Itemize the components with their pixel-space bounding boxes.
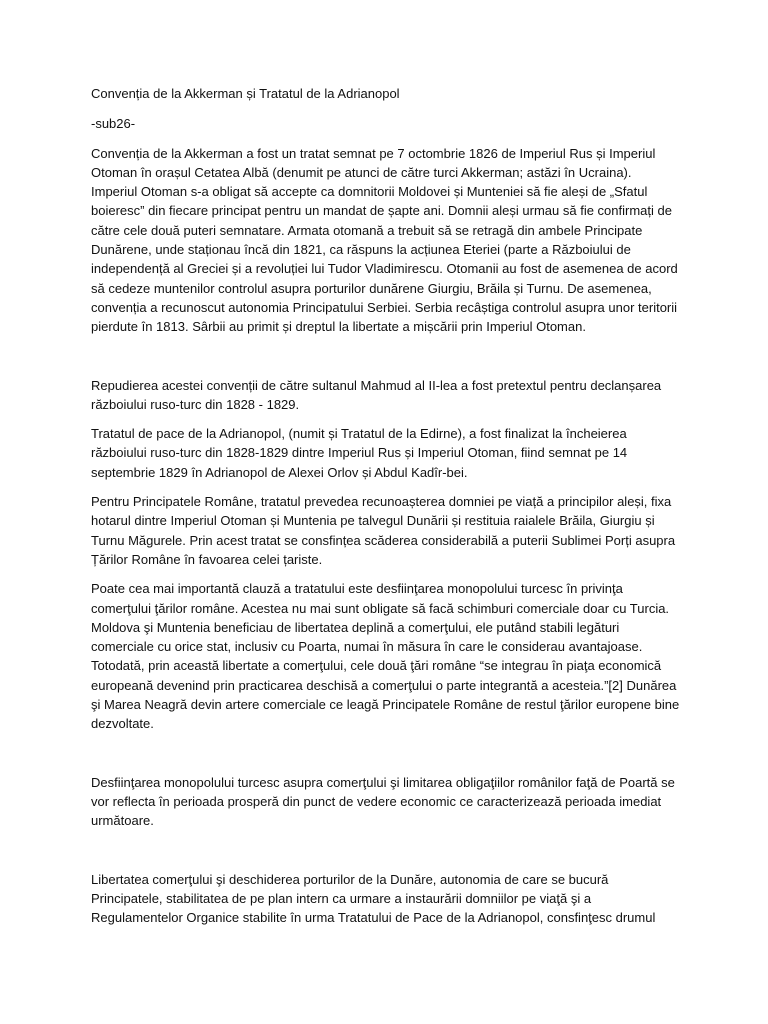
paragraph-adrianopol: Tratatul de pace de la Adrianopol, (numit și Tratatul de la Edirne), a fost finalizat la încheierea războiului ruso-turc din 1828-1829 dintre Imperiul Rus și Imperiul Otoman, fiind semnat pe 14 septembrie 1829 în Adrianopol de Alexei Orlov și Abdul Kadîr-bei. <box>91 426 628 480</box>
paragraph-economic-period: Desfiinţarea monopolului turcesc asupra comerţului şi limitarea obligaţiilor românilor faţă de Poartă se vor reflecta în perioada prosperă din punct de vedere economic ce caracterizează perioada imediat următoare. <box>91 774 675 829</box>
paragraph-principalities: Pentru Principatele Române, tratatul prevedea recunoașterea domniei pe viață a principilor aleși, fixa hotarul dintre Imperiul Otoman și Muntenia pe talvegul Dunării și restituia raialele Brăila, Giurgiu și Turnu Măgurele. Prin acest tratat se consfințea scăderea considerabilă a puterii Sublimei Porți asupra Țărilor Române în favoarea celei țariste. <box>91 494 676 567</box>
paragraph-trade-freedom: Libertatea comerţului şi deschiderea porturilor de la Dunăre, autonomia de care se bucură Principatele, stabilitatea de pe plan intern ca urmare a instaurării domniilor pe viaţă şi a Regulamentelor Organice stabilite în urma Tratatului de Pace de la Adrianopol, consfinţesc drumul <box>91 871 656 926</box>
paragraph-akkerman: Convenția de la Akkerman a fost un tratat semnat pe 7 octombrie 1826 de Imperiul Rus și Imperiul Otoman în orașul Cetatea Albă (denumit pe atunci de către turci Akkerman; astăzi în Ucraina). Imperiul Otoman s-a obligat să accepte ca domnitorii Moldovei și Munteniei să fie aleși de „Sfatul boieresc” din fiecare principat pentru un mandat de șapte ani. Domnii aleși urmau să fie confirmați de către cele două puteri semnatare. Armata otomană a trebuit să se retragă din ambele Principate Dunărene, unde staționau încă din 1821, ca răspuns la acțiunea Eteriei (parte a Războiului de independență al Greciei și a revoluției lui Tudor Vladimirescu. Otomanii au fost de asemenea de acord să cedeze muntenilor controlul asupra porturilor dunărene Giurgiu, Brăila și Turnu. De asemenea, convenția a recunoscut autonomia Principatului Serbiei. Serbia recâștiga controlul asupra unor teritorii pierdute în 1813. Sârbii au primit și dreptul la libertate a mișcării prin Imperiul Otoman. <box>91 145 678 335</box>
document-code: -sub26- <box>91 116 136 132</box>
document-page <box>91 84 681 927</box>
document-title: Convenția de la Akkerman și Tratatul de la Adrianopol <box>91 86 400 101</box>
paragraph-trade-monopoly: Poate cea mai importantă clauză a tratatului este desfiinţarea monopolului turcesc în privinţa comerţului ţărilor române. Acestea nu mai sunt obligate să facă schimburi comerciale doar cu Turcia. Moldova şi Muntenia beneficiau de libertatea deplină a comerţului, ele putând stabili legături comerciale cu orice stat, inclusiv cu Poarta, numai în măsura în care le considerau avantajoase. Totodată, prin această libertate a comerţului, cele două ţări române “se integrau în piaţa economică europeană devenind prin practicarea deschisă a comerţului o parte integrantă a acesteia.”[2] Dunărea şi Marea Neagră devin artere comerciale ce leagă Principatele Române de restul ţărilor europene bine dezvoltate. <box>91 581 680 732</box>
paragraph-repudiation: Repudierea acestei convenții de către sultanul Mahmud al II-lea a fost pretextul pentru declanșarea războiului ruso-turc din 1828 - 1829. <box>91 377 662 412</box>
